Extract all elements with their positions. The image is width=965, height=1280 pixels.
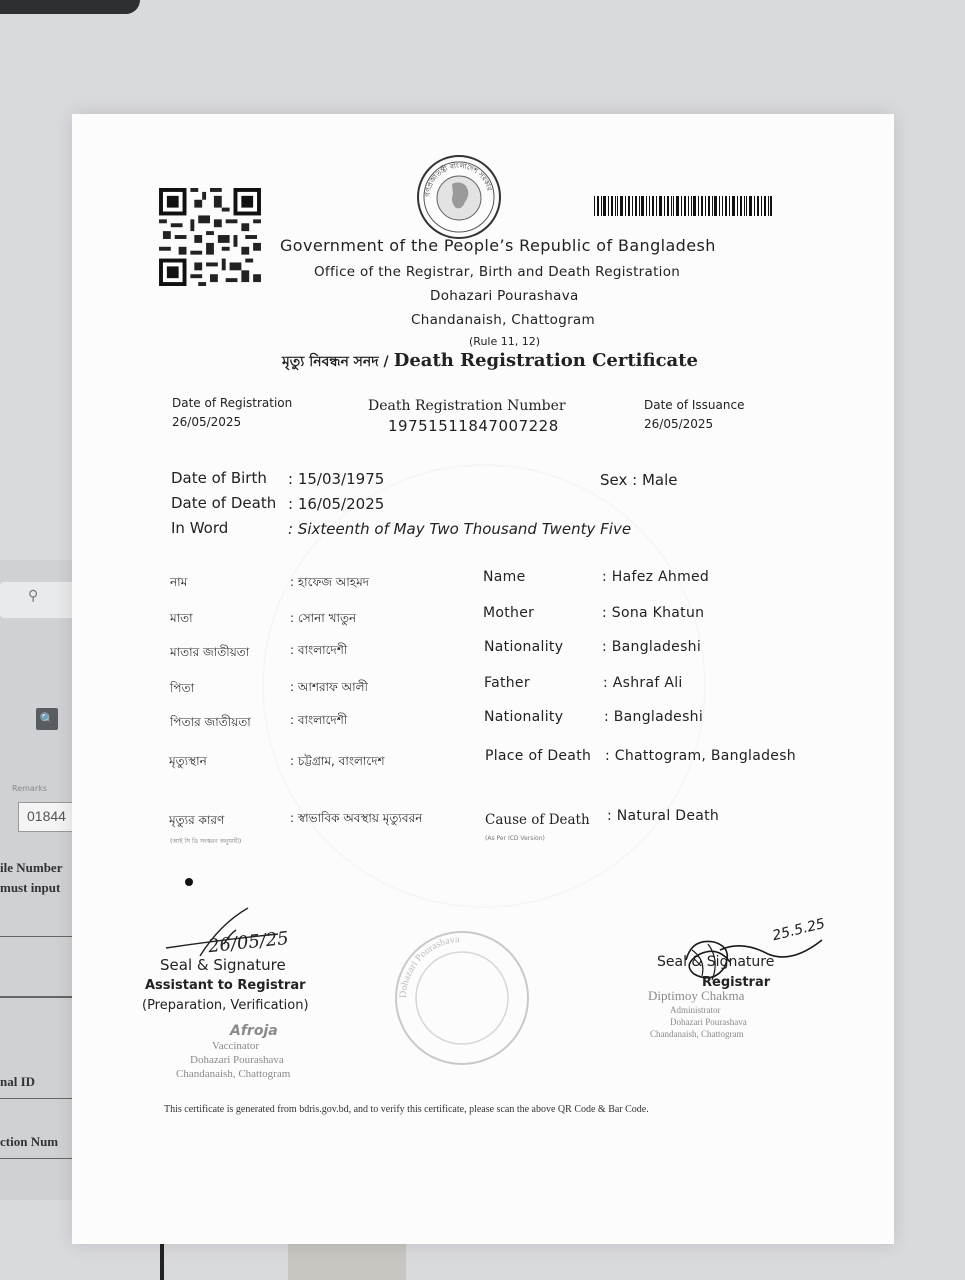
right-stamp-place: Chandanaish, Chattogram	[650, 1029, 744, 1039]
left-stamp-title: Vaccinator	[212, 1040, 260, 1052]
name-value: : Hafez Ahmed	[602, 569, 710, 585]
name-bn-label: নাম	[170, 575, 188, 589]
father-bn-value: : আশরাফ আলী	[290, 680, 368, 694]
certificate-title-en: Death Registration Certificate	[393, 350, 698, 371]
date-of-issuance-label: Date of Issuance	[644, 398, 745, 412]
left-signature-label: Seal & Signature	[160, 956, 286, 974]
location: Chandanaish, Chattogram	[411, 312, 595, 328]
cause-note-bn: (আই সি ডি সংস্করণ অনুযায়ী)	[170, 838, 242, 845]
ink-dot	[185, 878, 193, 886]
father-nationality-value: : Bangladeshi	[604, 709, 704, 725]
name-label: Name	[483, 569, 526, 585]
pourashava-round-stamp	[392, 928, 532, 1068]
center-stamp-text: Dohazari Pourashava	[397, 934, 460, 999]
dob-label: Date of Birth	[171, 469, 267, 487]
must-input-fragment: must input	[0, 880, 61, 895]
background-search-button: 🔍	[36, 708, 58, 730]
date-of-registration: 26/05/2025	[172, 415, 242, 429]
barcode	[594, 196, 772, 216]
certificate-title-bn: মৃত্যু নিবন্ধন সনদ /	[282, 354, 389, 370]
cause-of-death-bn-label: মৃত্যুর কারণ	[169, 813, 225, 827]
mobile-label-fragment: ile Number	[0, 860, 63, 875]
remarks-label: Remarks	[12, 784, 47, 793]
mother-value: : Sona Khatun	[602, 605, 705, 621]
date-of-registration-label: Date of Registration	[172, 396, 293, 410]
cause-of-death-value: : Natural Death	[607, 808, 720, 824]
left-stamp-name: Afroja	[230, 1023, 278, 1039]
rule-reference: (Rule 11, 12)	[469, 335, 541, 348]
name-bn-value: : হাফেজ আহমদ	[290, 575, 370, 589]
registration-number: 19751511847007228	[388, 417, 559, 435]
government-seal-icon	[416, 154, 502, 240]
background-number-box	[18, 802, 80, 832]
government-title: Government of the People’s Republic of Bangladesh	[280, 236, 716, 255]
mother-label: Mother	[483, 605, 535, 621]
father-nationality-bn-value: : বাংলাদেশী	[290, 713, 348, 727]
mother-bn-value: : সোনা খাতুন	[290, 611, 357, 625]
pourashava-name: Dohazari Pourashava	[430, 288, 579, 304]
father-nationality-label: Nationality	[484, 709, 564, 725]
mother-bn-label: মাতা	[170, 611, 193, 625]
death-certificate	[72, 114, 894, 1244]
certificate-title	[282, 350, 698, 374]
handwritten-date-left: 26/05/25	[207, 927, 290, 958]
place-of-death-label: Place of Death	[485, 748, 592, 764]
mother-nationality-bn-label: মাতার জাতীয়তা	[170, 645, 250, 659]
father-label: Father	[484, 675, 530, 691]
dob-value: : 15/03/1975	[288, 470, 385, 488]
in-word-label: In Word	[171, 519, 229, 537]
sex-value: Sex : Male	[600, 471, 678, 489]
nid-label-fragment: nal ID	[0, 1074, 36, 1089]
background-object	[0, 0, 140, 14]
in-word-value: : Sixteenth of May Two Thousand Twenty Five	[288, 520, 632, 538]
place-of-death-value: : Chattogram, Bangladesh	[605, 748, 796, 764]
verification-note: This certificate is generated from bdris.gov.bd, and to verify this certificate, please scan the above QR Code & Bar Code.	[164, 1104, 649, 1115]
father-value: : Ashraf Ali	[603, 675, 683, 691]
background-divider	[0, 936, 72, 937]
dod-label: Date of Death	[171, 494, 277, 512]
dod-value: : 16/05/2025	[288, 495, 385, 513]
handwritten-date-right: 25.5.25	[770, 915, 827, 945]
left-stamp-place: Chandanaish, Chattogram	[176, 1068, 291, 1080]
right-stamp-name: Diptimoy Chakma	[648, 988, 745, 1003]
mother-nationality-value: : Bangladeshi	[602, 639, 702, 655]
search-icon: ⚲	[28, 588, 39, 604]
office-title: Office of the Registrar, Birth and Death Registration	[314, 264, 681, 280]
background-number-text: 01844	[27, 808, 66, 824]
background-divider	[0, 1098, 72, 1099]
right-signature-label: Seal & Signature	[657, 954, 775, 970]
mother-nationality-label: Nationality	[484, 639, 564, 655]
left-stamp-office: Dohazari Pourashava	[190, 1054, 284, 1066]
background-search-box	[0, 582, 74, 618]
registrar-role: Registrar	[702, 975, 771, 990]
cause-of-death-bn-value: : স্বাভাবিক অবস্থায় মৃত্যুবরন	[290, 811, 423, 825]
background-object	[288, 1244, 406, 1280]
date-of-issuance: 26/05/2025	[644, 417, 714, 431]
right-stamp-office: Dohazari Pourashava	[670, 1017, 747, 1027]
place-of-death-bn-label: মৃত্যুস্থান	[169, 754, 207, 768]
background-divider	[0, 996, 72, 998]
mother-nationality-bn-value: : বাংলাদেশী	[290, 643, 348, 657]
qr-code	[158, 188, 262, 286]
cause-note-en: (As Per ICD Version)	[485, 835, 545, 842]
father-bn-label: পিতা	[170, 681, 195, 695]
assistant-registrar-role: Assistant to Registrar	[145, 978, 306, 993]
seal-text: গণপ্রজাতন্ত্রী বাংলাদেশ সরকার	[423, 161, 494, 198]
registration-number-label: Death Registration Number	[368, 398, 566, 414]
father-nationality-bn-label: পিতার জাতীয়তা	[170, 715, 251, 729]
assistant-registrar-subtitle: (Preparation, Verification)	[142, 998, 309, 1013]
place-of-death-bn-value: : চট্টগ্রাম, বাংলাদেশ	[290, 754, 385, 768]
background-divider	[0, 1158, 72, 1159]
section-label-fragment: ction Num	[0, 1134, 59, 1149]
right-stamp-title: Administrator	[670, 1005, 721, 1015]
background-object	[160, 1244, 164, 1280]
cause-of-death-label: Cause of Death	[485, 812, 590, 828]
